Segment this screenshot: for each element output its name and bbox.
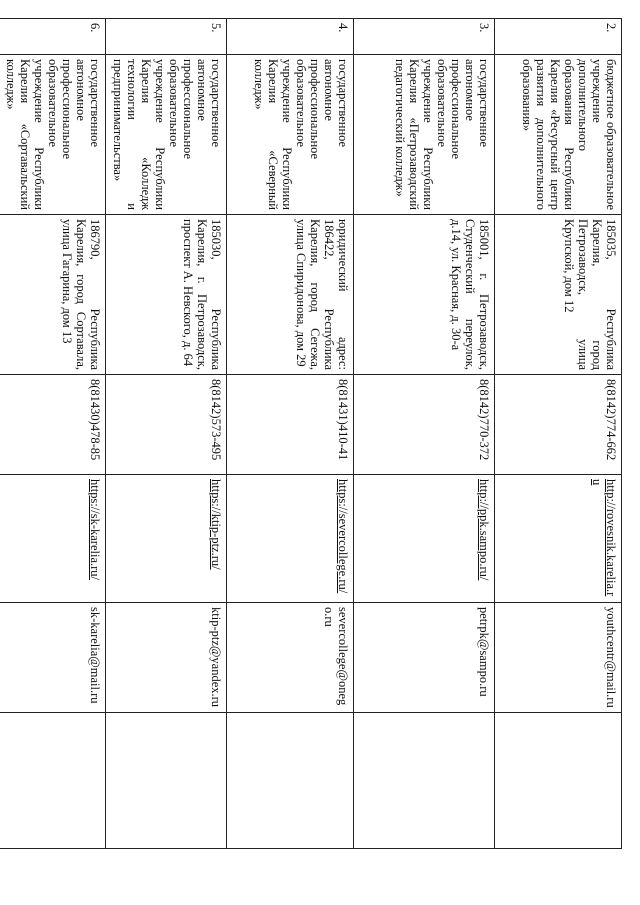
organization-phone: 8(81431)410-41 bbox=[227, 375, 354, 475]
organization-name: государственное автономное профессиональное образовательное учреждение Республики Карелия «Петрозаводский педагогический колледж» bbox=[354, 55, 495, 215]
organization-email[interactable]: ktip-ptz@yandex.ru bbox=[106, 603, 227, 713]
row-number: 5. bbox=[106, 19, 227, 55]
empty-cell bbox=[106, 713, 227, 849]
organization-email[interactable]: severcollege@onego.ru bbox=[227, 603, 354, 713]
organization-email[interactable]: petrpk@sampo.ru bbox=[354, 603, 495, 713]
empty-cell bbox=[227, 713, 354, 849]
organization-site-cell bbox=[106, 475, 227, 603]
organization-site-link[interactable]: https://ktip-ptz.ru/ bbox=[209, 479, 223, 570]
organization-site-link[interactable]: http://rovesnik.karelia.ru bbox=[590, 479, 618, 597]
table-row bbox=[354, 19, 495, 849]
organization-site-cell bbox=[495, 475, 622, 603]
organization-address: юридический адрес: 186422, Республика Карелия, город Сегежа, улица Спиридонова, дом 29 bbox=[227, 215, 354, 375]
organization-site-cell bbox=[354, 475, 495, 603]
organization-address: 185035, Республика Карелия, город Петрозаводск, улица Крупской, дом 12 bbox=[495, 215, 622, 375]
table-row bbox=[106, 19, 227, 849]
empty-cell bbox=[495, 713, 622, 849]
empty-cell bbox=[0, 713, 106, 849]
organization-site-cell bbox=[227, 475, 354, 603]
organization-name: государственное автономное профессиональное образовательное учреждение Республики Карелия «Сортавальский колледж» bbox=[0, 55, 106, 215]
organization-phone: 8(8142)770-372 bbox=[354, 375, 495, 475]
organization-site-link[interactable]: https://severcollege.ru/ bbox=[336, 479, 350, 594]
row-number: 3. bbox=[354, 19, 495, 55]
organization-site-cell bbox=[0, 475, 106, 603]
organization-address: 185030, Республика Карелия, г. Петрозаводск, проспект А. Невского, д. 64 bbox=[106, 215, 227, 375]
organization-name: государственное автономное профессиональное образовательное учреждение Республики Карелия «Северный колледж» bbox=[227, 55, 354, 215]
table-row bbox=[0, 19, 106, 849]
organization-address: 185001, г. Петрозаводск, Студенческий переулок, д.14, ул. Красная, д. 30-а bbox=[354, 215, 495, 375]
organization-address: 186790, Республика Карелия, город Сортавала, улица Гагарина, дом 13 bbox=[0, 215, 106, 375]
row-number: 4. bbox=[227, 19, 354, 55]
row-number: 6. bbox=[0, 19, 106, 55]
organizations-table bbox=[0, 18, 622, 849]
empty-cell bbox=[354, 713, 495, 849]
organization-site-link[interactable]: https://sk-karelia.ru/ bbox=[88, 479, 102, 581]
table-row bbox=[495, 19, 622, 849]
organization-phone: 8(8142)774-662 bbox=[495, 375, 622, 475]
organization-email[interactable]: youthcentr@mail.ru bbox=[495, 603, 622, 713]
organization-name: бюджетное образовательное учреждение дополнительного образования Республики Карелия «Ресурсный центр развития дополнительного образования» bbox=[495, 55, 622, 215]
organization-name: государственное автономное профессиональное образовательное учреждение Республики Карелия «Колледж технологии и предпринимательства» bbox=[106, 55, 227, 215]
organization-site-link[interactable]: http://ppk.sampo.ru/ bbox=[477, 479, 491, 581]
organization-email[interactable]: sk-karelia@mail.ru bbox=[0, 603, 106, 713]
organization-phone: 8(81430)478-85 bbox=[0, 375, 106, 475]
row-number: 2. bbox=[495, 19, 622, 55]
table-row bbox=[227, 19, 354, 849]
organization-phone: 8(8142)573-495 bbox=[106, 375, 227, 475]
